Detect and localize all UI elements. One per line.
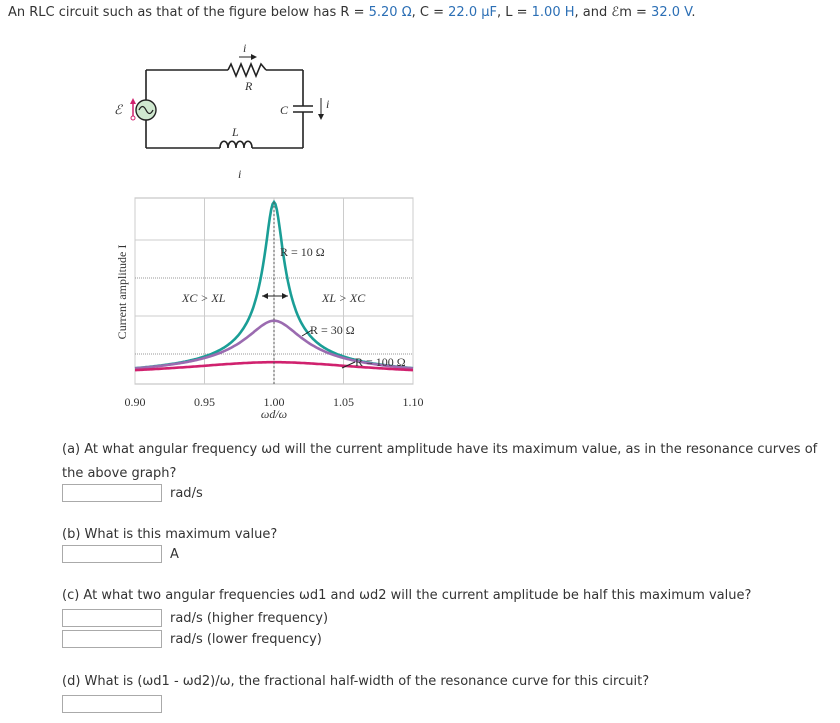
question-d: (d) What is (ωd1 - ωd2)/ω, the fractional half-width of the resonance curve for this circuit? — [62, 674, 650, 689]
resistor-label: R — [245, 79, 253, 93]
l-label: , L = — [496, 5, 532, 20]
answer-c-high-unit: rad/s (higher frequency) — [170, 611, 329, 626]
c-label: , C = — [411, 5, 449, 20]
annotation-xl-gt-xc: XL > XC — [322, 291, 366, 305]
answer-c-low-unit: rad/s (lower frequency) — [170, 632, 322, 647]
emf-value: 32.0 V — [651, 5, 692, 20]
answer-a-unit: rad/s — [170, 486, 203, 501]
emf-label: , and ℰm = — [574, 5, 652, 20]
series-label-r30: R = 30 Ω — [310, 323, 355, 337]
x-tick-label-2: 1.00 — [263, 395, 285, 409]
answer-c-low-input[interactable] — [62, 630, 162, 648]
y-axis-label: Current amplitude I — [115, 244, 129, 340]
answer-b-unit: A — [170, 547, 179, 562]
x-axis-label: ωd/ω — [260, 407, 288, 421]
emf-symbol: ℰ — [114, 102, 122, 117]
resonance-chart — [90, 190, 440, 430]
question-b: (b) What is this maximum value? — [62, 527, 278, 542]
end-period: . — [691, 5, 696, 20]
problem-statement — [8, 5, 695, 20]
x-tick-label-0: 0.90 — [124, 395, 146, 409]
current-label-right: i — [326, 97, 330, 111]
inductance-value: 1.00 H — [531, 5, 575, 20]
series-label-r10: R = 10 Ω — [280, 245, 325, 259]
question-a-cont: the above graph? — [62, 466, 177, 481]
current-label-top: i — [243, 41, 247, 55]
question-c: (c) At what two angular frequencies ωd1 and ωd2 will the current amplitude be half this maximum value? — [62, 588, 752, 603]
capacitor-label: C — [280, 103, 289, 117]
capacitance-value: 22.0 μF — [448, 5, 497, 20]
x-tick-label-3: 1.05 — [333, 395, 354, 409]
series-label-r100: R = 100 Ω — [355, 355, 406, 369]
answer-d-input[interactable] — [62, 695, 162, 713]
annotation-xc-gt-xl: XC > XL — [182, 291, 226, 305]
resistance-value: 5.20 Ω — [368, 5, 412, 20]
intro-text: An RLC circuit such as that of the figure below has R = — [8, 5, 369, 20]
answer-b-input[interactable] — [62, 545, 162, 563]
inductor-label: L — [232, 125, 239, 139]
current-label-bottom: i — [238, 167, 242, 181]
answer-a-input[interactable] — [62, 484, 162, 502]
question-a: (a) At what angular frequency ωd will the current amplitude have its maximum value, as in the resonance curves of — [62, 442, 818, 457]
rlc-circuit-diagram — [100, 38, 360, 188]
x-tick-label-1: 0.95 — [194, 395, 215, 409]
x-tick-label-4: 1.10 — [402, 395, 424, 409]
answer-c-high-input[interactable] — [62, 609, 162, 627]
